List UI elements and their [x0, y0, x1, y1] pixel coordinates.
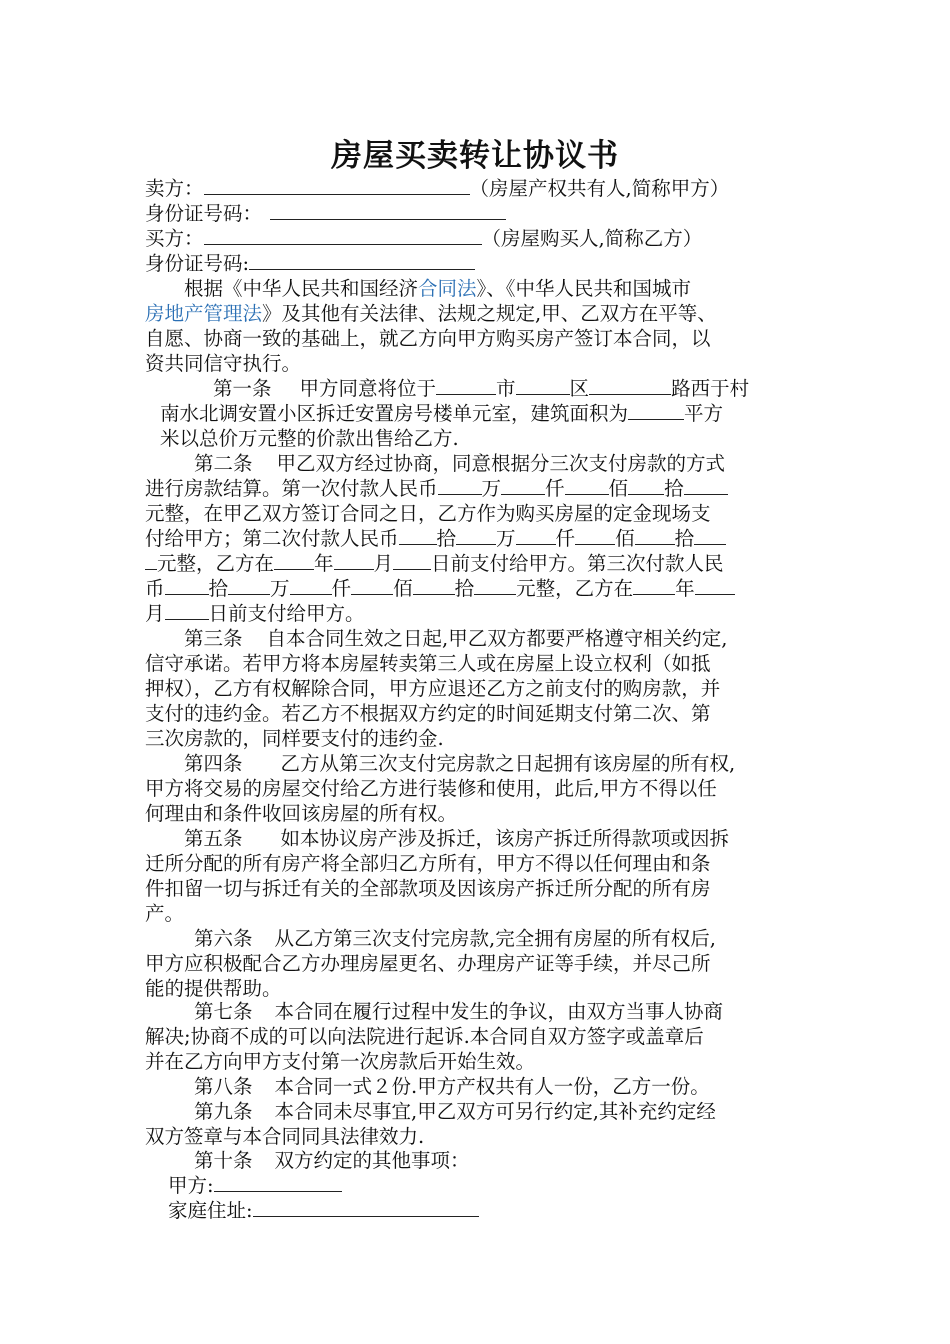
preamble-line-3: 自愿、协商一致的基础上，就乙方向甲方购买房产签订本合同，以	[145, 327, 711, 350]
article-text: 乙方从第三次支付完房款之日起拥有该房屋的所有权,	[280, 752, 736, 775]
blank	[438, 476, 482, 495]
article2-line-6	[145, 576, 735, 601]
article5-label: 第五条	[184, 827, 243, 850]
buyer-id-blank	[249, 251, 475, 270]
article-text: 付给甲方；第二次付款人民币	[145, 527, 399, 550]
seller-note: （房屋产权共有人,简称甲方）	[469, 177, 730, 200]
unit-text: 万	[270, 577, 290, 600]
article2-label: 第二条	[194, 452, 253, 475]
article7-line-2: 解决;协商不成的可以向法院进行起诉.本合同自双方签字或盖章后	[145, 1025, 704, 1048]
article7-label: 第七条	[194, 1000, 253, 1023]
article6-line-1	[194, 926, 716, 951]
preamble-text: 》、《中华人民共和国城市	[476, 277, 692, 300]
article6-line-2: 甲方应积极配合乙方办理房屋更名、办理房产证等手续，并尽己所	[145, 952, 711, 975]
article2-line-4	[145, 526, 726, 551]
article6-label: 第六条	[194, 927, 253, 950]
article9-label: 第九条	[194, 1100, 253, 1123]
party-a-label: 甲方:	[168, 1174, 214, 1197]
blank	[165, 576, 209, 595]
blank	[165, 601, 209, 620]
address-blank	[253, 1198, 479, 1217]
unit-text: 仟	[545, 477, 565, 500]
unit-text: 仟	[331, 577, 352, 600]
article-text: 南水北调安置小区拆迁安置房号楼单元室，建筑面积为	[160, 402, 629, 425]
article-text: 平方	[684, 402, 724, 425]
blank	[436, 376, 496, 395]
unit-text: 年	[675, 577, 695, 600]
article-text: 区	[569, 377, 590, 400]
unit-text: 年	[314, 552, 334, 575]
buyer-id-line	[145, 251, 475, 276]
article7-line-3: 并在乙方向甲方支付第一次房款后开始生效。	[145, 1050, 536, 1073]
article2-line-7	[145, 601, 365, 626]
article-text: 从乙方第三次支付完房款,完全拥有房屋的所有权后,	[274, 927, 716, 950]
blank	[695, 576, 735, 595]
buyer-id-label: 身份证号码:	[145, 252, 250, 275]
blank	[628, 401, 684, 420]
unit-text: 拾	[454, 577, 475, 600]
article5-line-1	[184, 826, 729, 851]
article5-line-3: 件扣留一切与拆迁有关的全部款项及因该房产拆迁所分配的所有房	[145, 877, 711, 900]
unit-text: 拾	[674, 527, 695, 550]
blank	[589, 376, 671, 395]
unit-text: 月	[145, 602, 165, 625]
blank	[516, 526, 556, 545]
real-estate-law-link[interactable]: 房地产管理法	[145, 302, 263, 325]
article-text: 元整，乙方在	[516, 577, 634, 600]
address-line	[168, 1198, 479, 1223]
party-a-sign-line	[168, 1173, 342, 1198]
article-text: 双方约定的其他事项：	[274, 1149, 470, 1172]
unit-text: 拾	[436, 527, 457, 550]
blank	[393, 551, 431, 570]
blank	[516, 376, 570, 395]
blank	[565, 476, 609, 495]
article-text: 元整，乙方在	[157, 552, 275, 575]
article4-line-3: 何理由和条件收回该房屋的所有权。	[145, 802, 458, 825]
article2-line-2	[145, 476, 728, 501]
seller-blank	[204, 176, 470, 195]
article8-label: 第八条	[194, 1075, 253, 1098]
blank	[628, 476, 664, 495]
buyer-line	[145, 226, 702, 251]
seller-line	[145, 176, 729, 201]
address-label: 家庭住址:	[168, 1199, 253, 1222]
article-text: 如本协议房产涉及拆迁，该房产拆迁所得款项或因拆	[280, 827, 730, 850]
unit-text: 拾	[664, 477, 684, 500]
article4-label: 第四条	[184, 752, 243, 775]
blank	[684, 476, 728, 495]
article10-line-1	[194, 1148, 470, 1173]
preamble-line-4: 资共同信守执行。	[145, 352, 302, 375]
unit-text: 月	[373, 552, 394, 575]
unit-text: 佰	[608, 477, 629, 500]
preamble-line-2	[145, 301, 717, 326]
article2-line-5	[145, 551, 724, 576]
article7-line-1	[194, 999, 723, 1024]
unit-text: 仟	[555, 527, 576, 550]
party-a-blank	[214, 1173, 342, 1192]
seller-id-label: 身份证号码：	[145, 202, 263, 225]
blank	[694, 526, 726, 545]
article4-line-1	[184, 751, 735, 776]
blank	[635, 526, 675, 545]
article-text: 本合同在履行过程中发生的争议，由双方当事人协商	[274, 1000, 724, 1023]
article-text: 日前支付给甲方。第三次付款人民	[431, 552, 724, 575]
article5-line-4: 产。	[145, 902, 185, 925]
article3-line-5: 三次房款的，同样要支付的违约金.	[145, 727, 444, 750]
article-text: 本合同一式２份.甲方产权共有人一份，乙方一份。	[274, 1075, 710, 1098]
article8-line-1	[194, 1074, 710, 1099]
article9-line-2: 双方签章与本合同同具法律效力.	[145, 1125, 425, 1148]
article3-label: 第三条	[184, 627, 243, 650]
article3-line-2: 信守承诺。若甲方将本房屋转卖第三人或在房屋上设立权利（如抵	[145, 652, 711, 675]
blank	[413, 576, 455, 595]
article-text: 自本合同生效之日起,甲乙双方都要严格遵守相关约定,	[266, 627, 728, 650]
blank	[633, 576, 675, 595]
unit-text: 万	[481, 477, 502, 500]
unit-text: 万	[496, 527, 516, 550]
contract-law-link[interactable]: 合同法	[418, 277, 477, 300]
seller-label: 卖方：	[145, 177, 204, 200]
blank	[290, 576, 332, 595]
buyer-blank	[204, 226, 482, 245]
article3-line-1	[184, 626, 727, 651]
blank	[274, 551, 314, 570]
document-title: 房屋买卖转让协议书	[331, 138, 619, 174]
article6-line-3: 能的提供帮助。	[145, 977, 282, 1000]
unit-text: 拾	[208, 577, 229, 600]
buyer-note: （房屋购买人,简称乙方）	[481, 227, 703, 250]
blank	[575, 526, 615, 545]
article10-label: 第十条	[194, 1149, 253, 1172]
article2-line-1	[194, 451, 725, 476]
article2-line-3: 元整，在甲乙双方签订合同之日，乙方作为购买房屋的定金现场支	[145, 502, 711, 525]
article5-line-2: 迁所分配的所有房产将全部归乙方所有，甲方不得以任何理由和条	[145, 852, 711, 875]
blank	[456, 526, 496, 545]
article-text: 进行房款结算。第一次付款人民币	[145, 477, 438, 500]
article1-label: 第一条	[213, 377, 272, 400]
article3-line-3: 押权），乙方有权解除合同，甲方应退还乙方之前支付的购房款，并	[145, 677, 721, 700]
article-text: 路西于村	[671, 377, 750, 400]
unit-text: 佰	[615, 527, 635, 550]
article-text: 日前支付给甲方。	[208, 602, 365, 625]
article-text: 市	[496, 377, 516, 400]
article1-line-2	[160, 401, 723, 426]
unit-text: 佰	[393, 577, 413, 600]
seller-id-blank	[270, 201, 506, 220]
blank	[145, 551, 157, 570]
blank	[334, 551, 374, 570]
article-text: 本合同未尽事宜,甲乙双方可另行约定,其补充约定经	[274, 1100, 716, 1123]
preamble-text: 》及其他有关法律、法规之规定,甲、乙双方在平等、	[262, 302, 717, 325]
article-text: 甲方同意将位于	[299, 377, 437, 400]
preamble-line-1	[184, 276, 691, 301]
article1-line-3: 米以总价万元整的价款出售给乙方.	[160, 427, 459, 450]
buyer-label: 买方：	[145, 227, 204, 250]
preamble-text: 根据《中华人民共和国经济	[184, 277, 419, 300]
article-text: 甲乙双方经过协商，同意根据分三次支付房款的方式	[276, 452, 726, 475]
blank	[351, 576, 393, 595]
article3-line-4: 支付的违约金。若乙方不根据双方约定的时间延期支付第二次、第	[145, 702, 711, 725]
article1-line-1	[213, 376, 749, 401]
blank	[474, 576, 516, 595]
seller-id-line	[145, 201, 506, 226]
article4-line-2: 甲方将交易的房屋交付给乙方进行装修和使用，此后,甲方不得以任	[145, 777, 717, 800]
article-text: 币	[145, 577, 165, 600]
blank	[501, 476, 545, 495]
blank	[228, 576, 270, 595]
blank	[399, 526, 437, 545]
article9-line-1	[194, 1099, 716, 1124]
